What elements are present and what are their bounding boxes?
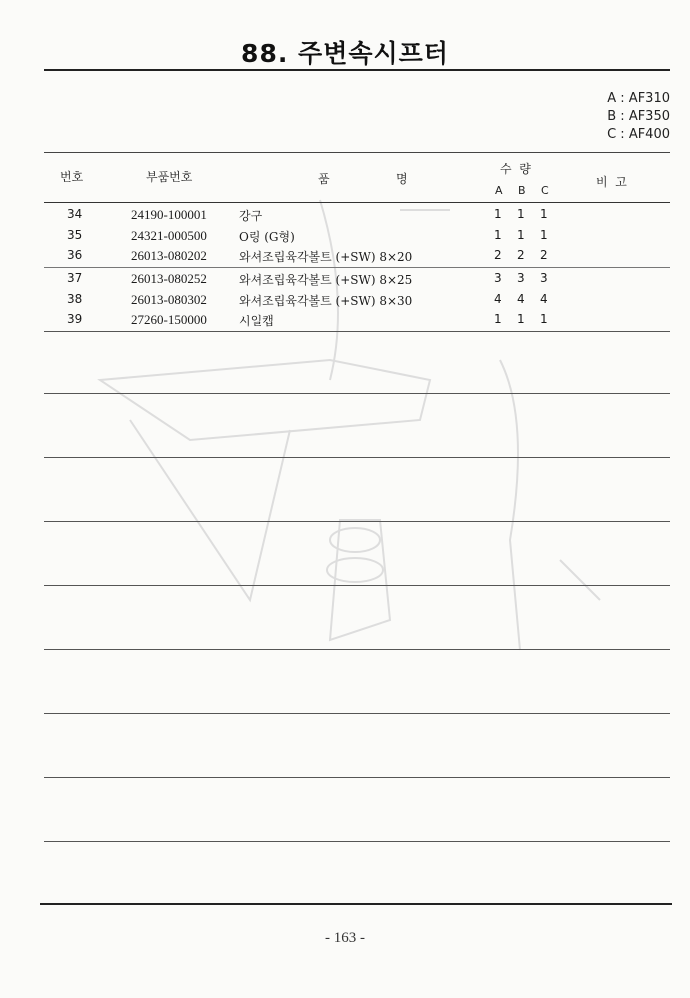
- cell-qty-c: 1: [540, 207, 548, 221]
- cell-no: 37: [67, 271, 83, 285]
- cell-name: 시일캡: [239, 314, 274, 328]
- cell-no: 35: [67, 228, 83, 242]
- header-qty-a: A: [495, 184, 503, 197]
- ruled-line: [44, 841, 670, 842]
- cell-qty-a: 4: [494, 292, 502, 306]
- cell-qty-b: 3: [517, 271, 525, 285]
- ruled-line: [44, 585, 670, 586]
- model-legend: [607, 90, 670, 144]
- cell-part-no: 27260-150000: [131, 312, 207, 327]
- ruled-line: [44, 777, 670, 778]
- cell-qty-a: 1: [494, 312, 502, 326]
- page-title: 88. 주변속시프터: [241, 39, 449, 68]
- cell-qty-c: 3: [540, 271, 548, 285]
- table-row: [0, 312, 690, 332]
- cell-name: 강구: [239, 209, 263, 223]
- cell-qty-a: 2: [494, 248, 502, 262]
- cell-qty-c: 1: [540, 228, 548, 242]
- model-a: A : AF310: [607, 91, 670, 106]
- header-top-rule: [44, 152, 670, 153]
- bottom-rule: [40, 903, 672, 905]
- cell-name: O링 (G형): [239, 230, 295, 244]
- header-qty-b: B: [518, 184, 526, 197]
- ruled-line: [44, 713, 670, 714]
- cell-qty-b: 1: [517, 207, 525, 221]
- model-b: B : AF350: [607, 109, 670, 124]
- cell-part-no: 24321-000500: [131, 228, 207, 243]
- table-row: [0, 292, 690, 312]
- cell-qty-a: 1: [494, 207, 502, 221]
- title-rule: [44, 69, 670, 71]
- table-row: [0, 228, 690, 248]
- cell-qty-a: 3: [494, 271, 502, 285]
- header-bottom-rule: [44, 202, 670, 203]
- cell-qty-b: 4: [517, 292, 525, 306]
- header-qty-c: C: [541, 184, 549, 197]
- ruled-line: [44, 457, 670, 458]
- header-no: 번호: [60, 170, 84, 184]
- model-c: C : AF400: [607, 127, 670, 142]
- cell-qty-b: 2: [517, 248, 525, 262]
- header-remarks: 비 고: [596, 175, 627, 189]
- header-part-no: 부품번호: [146, 170, 193, 184]
- cell-qty-c: 2: [540, 248, 548, 262]
- cell-part-no: 24190-100001: [131, 207, 207, 222]
- cell-name: 와셔조립육각볼트 (+SW) 8×20: [239, 250, 413, 264]
- header-name-2: 명: [396, 172, 408, 186]
- cell-qty-b: 1: [517, 312, 525, 326]
- cell-no: 39: [67, 312, 83, 326]
- cell-part-no: 26013-080202: [131, 248, 207, 263]
- cell-part-no: 26013-080252: [131, 271, 207, 286]
- ruled-line: [44, 393, 670, 394]
- cell-qty-a: 1: [494, 228, 502, 242]
- page-number: - 163 -: [325, 930, 365, 946]
- cell-part-no: 26013-080302: [131, 292, 207, 307]
- table-row: [0, 271, 690, 291]
- cell-no: 38: [67, 292, 83, 306]
- table-row: [0, 248, 690, 268]
- ruled-line: [44, 331, 670, 332]
- cell-no: 34: [67, 207, 83, 221]
- cell-qty-c: 4: [540, 292, 548, 306]
- group-rule: [44, 267, 670, 268]
- cell-qty-c: 1: [540, 312, 548, 326]
- ruled-line: [44, 521, 670, 522]
- cell-qty-b: 1: [517, 228, 525, 242]
- ruled-line: [44, 649, 670, 650]
- header-name-1: 품: [318, 172, 330, 186]
- cell-name: 와셔조립육각볼트 (+SW) 8×30: [239, 294, 413, 308]
- cell-name: 와셔조립육각볼트 (+SW) 8×25: [239, 273, 413, 287]
- header-qty: 수 량: [500, 162, 531, 176]
- cell-no: 36: [67, 248, 83, 262]
- table-row: [0, 207, 690, 227]
